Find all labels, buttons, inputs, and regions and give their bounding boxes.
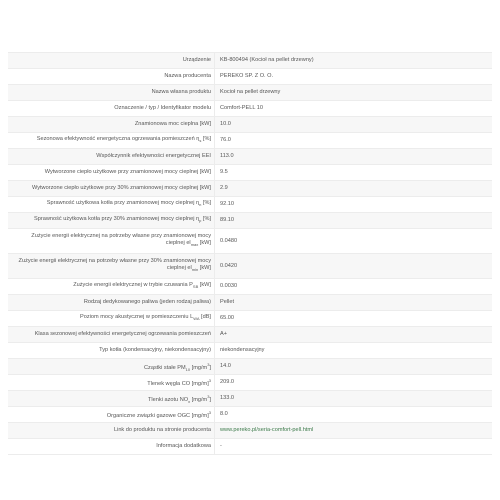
spec-value-text: 10.0: [220, 121, 231, 127]
spec-label: [8, 229, 215, 254]
spec-row: [8, 407, 492, 423]
spec-row: [8, 423, 492, 439]
spec-value-text: 0.0030: [220, 283, 238, 289]
spec-label-label: Wytworzone ciepło użytkowe przy znamionowej mocy cieplnej [kW]: [44, 169, 211, 175]
spec-row: [8, 197, 492, 213]
spec-value: [215, 391, 493, 407]
spec-label: [8, 53, 215, 69]
spec-label: [8, 254, 215, 279]
spec-row: [8, 181, 492, 197]
spec-row: [8, 343, 492, 359]
spec-label-label: Urządzenie: [182, 57, 211, 63]
spec-label-suffix2: ]: [209, 364, 211, 371]
spec-value: [215, 181, 493, 197]
spec-value: [215, 279, 493, 295]
spec-value-text: niekondensacyjny: [220, 347, 265, 353]
spec-value-text: Pellet: [220, 299, 234, 305]
spec-value-text: 65.00: [220, 315, 234, 321]
spec-table-body: [8, 53, 492, 455]
spec-label-suffix: [kW]: [198, 240, 211, 247]
spec-label-suffix: [kW]: [198, 282, 211, 289]
spec-label-label: Sezonowa efektywność energetyczna ogrzewania pomieszczeń η: [36, 136, 200, 143]
spec-label: [8, 149, 215, 165]
spec-row: [8, 53, 492, 69]
spec-value-text: -: [220, 443, 222, 449]
spec-label-label: Zużycie energii elektrycznej w trybie czuwania P: [73, 282, 193, 289]
spec-label-sub: max: [190, 242, 199, 248]
spec-row: [8, 117, 492, 133]
spec-label-label: Sprawność użytkowa kotła przy 30% znamionowej mocy cieplnej η: [34, 216, 200, 223]
spec-label-suffix: [dB]: [199, 314, 211, 321]
spec-row: [8, 311, 492, 327]
spec-label-label: Nazwa producenta: [164, 73, 211, 79]
spec-value: [215, 133, 493, 149]
spec-row: [8, 133, 492, 149]
spec-label: [8, 279, 215, 295]
spec-row: [8, 254, 492, 279]
spec-value: [215, 375, 493, 391]
spec-label-sup: 3: [207, 361, 210, 367]
spec-label: [8, 85, 215, 101]
spec-label-label: Znamionowa moc cieplna [kW]: [134, 121, 211, 127]
spec-label-sub: WA: [193, 316, 200, 322]
spec-value: [215, 343, 493, 359]
spec-value-text: Kocioł na pellet drzewny: [220, 89, 281, 95]
spec-label-suffix: [kW]: [198, 265, 211, 272]
spec-label-label: Cząstki stałe PM: [144, 364, 186, 371]
spec-row: [8, 295, 492, 311]
spec-label: [8, 359, 215, 375]
spec-label-label: Rodzaj dedykowanego paliwa (jeden rodzaj paliwa): [83, 299, 211, 305]
spec-label-sub: s: [199, 138, 202, 144]
spec-label-suffix: [mg/m: [190, 364, 208, 371]
spec-label-label: Link do produktu na stronie producenta: [113, 427, 211, 433]
producer-product-link[interactable]: www.pereko.pl/seria-comfort-pell.html: [220, 427, 314, 433]
spec-row: [8, 439, 492, 455]
spec-row: [8, 229, 492, 254]
spec-value-text: 8.0: [220, 411, 228, 417]
spec-label: [8, 407, 215, 423]
spec-row: [8, 359, 492, 375]
product-spec-table: [8, 52, 492, 455]
spec-value-text: 76.0: [220, 137, 231, 143]
spec-row: [8, 279, 492, 295]
spec-label-label: Klasa sezonowej efektywności energetycznej ogrzewania pomieszczeń: [34, 331, 211, 337]
spec-label-sub: n: [199, 202, 202, 208]
spec-value: [215, 311, 493, 327]
spec-label-sub: p: [199, 218, 202, 224]
spec-label: [8, 327, 215, 343]
spec-label-label: Tlenek węgla CO [mg/m: [147, 380, 208, 387]
spec-label-label: Zużycie energii elektrycznej na potrzeby własne przy 30% znamionowej mocy cieplnej el: [18, 258, 211, 272]
spec-value: [215, 439, 493, 455]
spec-label-sub: 10: [185, 366, 191, 372]
spec-row: [8, 149, 492, 165]
spec-value-text: A+: [220, 331, 227, 337]
spec-label-label: Nazwa własna produktu: [151, 89, 211, 95]
spec-row: [8, 101, 492, 117]
spec-value-text: KB-800494 (Kocioł na pellet drzewny): [220, 57, 314, 63]
spec-value: [215, 101, 493, 117]
spec-label-label: Informacja dodatkowa: [156, 443, 211, 449]
spec-label-sub: min: [191, 267, 199, 273]
spec-label-label: Wytworzone ciepło użytkowe przy 30% znamionowej mocy cieplnej [kW]: [31, 185, 211, 191]
spec-label-sup: 3: [208, 410, 211, 416]
spec-row: [8, 213, 492, 229]
spec-value: [215, 117, 493, 133]
spec-label: [8, 439, 215, 455]
spec-label-suffix2: ]: [209, 396, 211, 403]
spec-label: [8, 343, 215, 359]
spec-row: [8, 327, 492, 343]
spec-label-suffix: ]: [207, 412, 209, 419]
spec-label-label: Typ kotła (kondensacyjny, niekondensacyjny): [99, 347, 211, 353]
spec-value-text: 14.0: [220, 363, 231, 369]
spec-value: [215, 197, 493, 213]
spec-value-text: 2.9: [220, 185, 228, 191]
spec-label-suffix: [%]: [201, 200, 211, 207]
spec-label: [8, 133, 215, 149]
spec-label-sup: 3: [207, 393, 210, 399]
spec-label: [8, 391, 215, 407]
spec-label-label: Poziom mocy akustycznej w pomieszczeniu L: [80, 314, 194, 321]
spec-value: [215, 229, 493, 254]
spec-value-text: 133.0: [220, 395, 234, 401]
spec-value: [215, 85, 493, 101]
spec-value: [215, 359, 493, 375]
spec-label: [8, 101, 215, 117]
spec-row: [8, 375, 492, 391]
spec-value-text: 113.0: [220, 153, 234, 159]
spec-value-text: 0.0480: [220, 237, 238, 244]
spec-value: [215, 213, 493, 229]
spec-label-suffix: [mg/m: [190, 396, 208, 403]
spec-label-label: Oznaczenie / typ / Identyfikator modelu: [114, 105, 211, 111]
spec-value: [215, 149, 493, 165]
spec-label-label: Sprawność użytkowa kotła przy znamionowej mocy cieplnej η: [46, 200, 200, 207]
spec-label-label: Zużycie energii elektrycznej na potrzeby własne przy znamionowej mocy cieplnej el: [31, 233, 211, 247]
spec-label: [8, 165, 215, 181]
spec-row: [8, 69, 492, 85]
spec-label-sub: x: [188, 398, 191, 404]
spec-value-text: 9.5: [220, 169, 228, 175]
spec-label: [8, 213, 215, 229]
spec-value: [215, 423, 493, 439]
spec-value-text: 92.10: [220, 201, 234, 207]
spec-value: [215, 53, 493, 69]
spec-value: [215, 69, 493, 85]
spec-label-suffix: [%]: [201, 216, 211, 223]
spec-label: [8, 181, 215, 197]
spec-label: [8, 117, 215, 133]
spec-row: [8, 85, 492, 101]
spec-label-label: Tlenki azotu NO: [148, 396, 189, 403]
spec-row: [8, 165, 492, 181]
spec-label: [8, 69, 215, 85]
spec-label-sub: SB: [192, 284, 199, 290]
spec-label-suffix: [%]: [201, 136, 211, 143]
spec-value: [215, 165, 493, 181]
spec-value-text: 209.0: [220, 379, 234, 385]
spec-label-sup: 3: [208, 378, 211, 384]
spec-label: [8, 197, 215, 213]
spec-label-label: Organiczne związki gazowe OGC [mg/m: [106, 412, 208, 419]
spec-label-suffix: ]: [207, 380, 209, 387]
spec-value-text: 89.10: [220, 217, 234, 223]
spec-label: [8, 295, 215, 311]
spec-label-label: Współczynnik efektywności energetycznej EEI: [96, 153, 211, 159]
spec-label: [8, 375, 215, 391]
spec-value-text: 0.0420: [220, 262, 238, 269]
spec-value: [215, 254, 493, 279]
spec-row: [8, 391, 492, 407]
spec-value-text: PEREKO SP. Z O. O.: [220, 73, 274, 79]
spec-label: [8, 423, 215, 439]
spec-value-text: Comfort-PELL 10: [220, 105, 264, 111]
spec-value: [215, 295, 493, 311]
spec-label: [8, 311, 215, 327]
spec-value: [215, 327, 493, 343]
spec-value: [215, 407, 493, 423]
